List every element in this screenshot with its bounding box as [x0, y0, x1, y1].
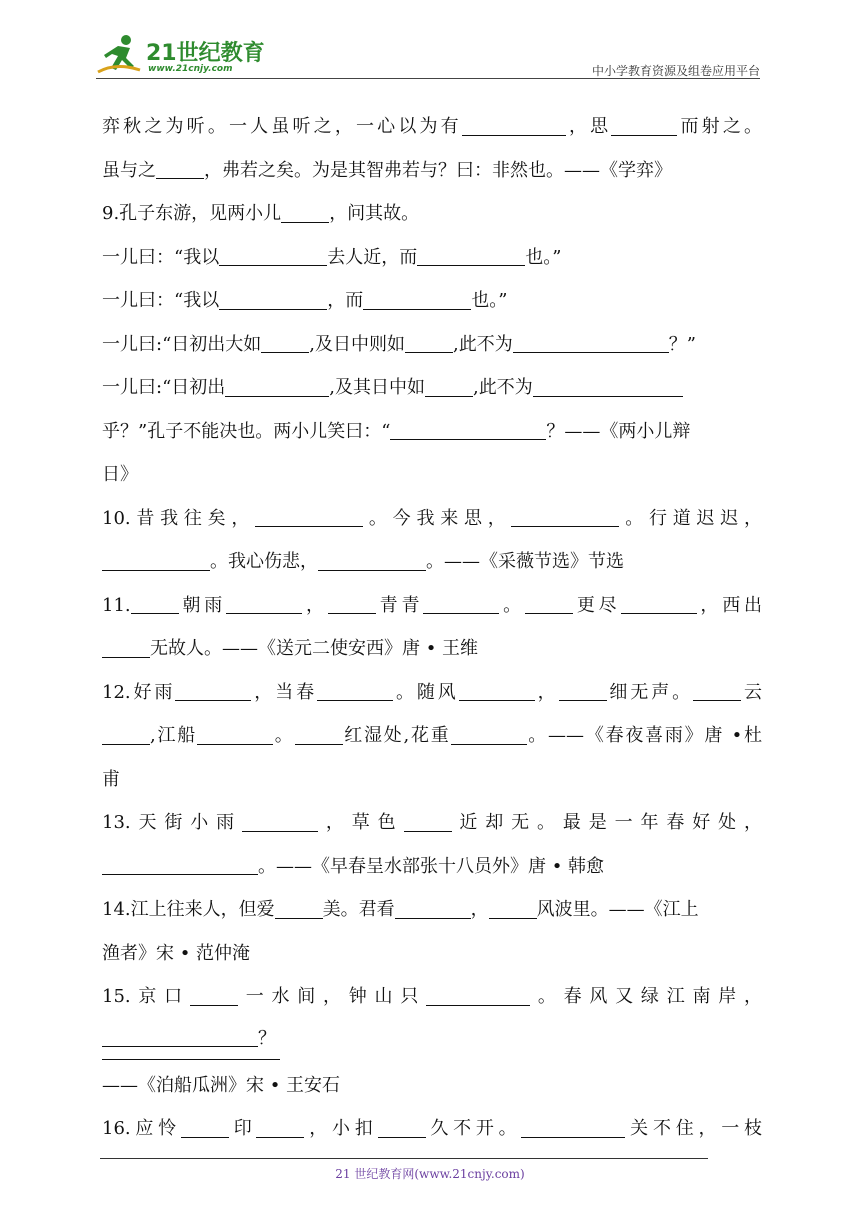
fill-in-blank[interactable] [317, 681, 393, 701]
question-12: 12.好雨 ，当春 。随风 ， 细无声。 云 [102, 681, 763, 703]
fill-in-blank[interactable] [295, 725, 343, 745]
footer-divider [100, 1158, 708, 1159]
fill-in-blank[interactable] [363, 290, 471, 310]
question-14: 14.江上往来人，但爱 美。君看 ， 风波里。——《江上 [102, 899, 699, 920]
fill-in-blank[interactable] [256, 1118, 304, 1138]
fill-in-blank[interactable] [521, 1118, 625, 1138]
fill-in-blank[interactable] [102, 638, 150, 658]
fill-in-blank[interactable] [156, 159, 204, 179]
fill-in-blank[interactable] [175, 681, 251, 701]
fill-in-blank[interactable] [197, 725, 273, 745]
fill-in-blank[interactable] [225, 377, 329, 397]
fill-in-blank[interactable] [378, 1118, 426, 1138]
text-line: 无故人。——《送元二使安西》唐 • 王维 [102, 627, 762, 671]
fill-in-blank[interactable] [131, 594, 179, 614]
logo-text: 21世纪教育 [146, 41, 265, 66]
fill-in-blank[interactable] [426, 986, 530, 1006]
fill-in-blank[interactable] [390, 420, 546, 440]
text-line: 。我心伤悲， 。——《采薇节选》节选 [102, 540, 762, 584]
fill-in-blank[interactable] [261, 333, 309, 353]
fill-in-blank[interactable] [281, 203, 329, 223]
text-line: ——《泊船瓜洲》宋 • 王安石 [102, 1074, 341, 1096]
platform-name: 中小学教育资源及组卷应用平台 [591, 64, 760, 78]
page-header [96, 26, 760, 80]
text-line: 乎？”孔子不能决也。两小儿笑曰：“ ？——《两小儿辩 [102, 420, 691, 442]
fill-in-blank[interactable] [533, 377, 683, 397]
text-line: 日》 [102, 464, 138, 485]
logo-url: www.21cnjy.com [148, 64, 233, 74]
text-line: 一儿曰:“日初出大如 ,及日中则如 ,此不为 ？” [102, 333, 696, 355]
fill-in-blank[interactable] [525, 594, 573, 614]
question-15: 15.京口 一水间，钟山只 。春风又绿江南岸， [102, 986, 763, 1007]
text-line: 一儿曰:“日初出 ,及其日中如 ,此不为 [102, 366, 762, 410]
fill-in-blank[interactable] [425, 377, 473, 397]
fill-in-blank[interactable] [489, 899, 537, 919]
text-line: 一儿曰：“我以 去人近，而 也。” [102, 246, 562, 268]
fill-in-blank[interactable] [102, 725, 150, 745]
question-16: 16.应怜 印 ，小扣 久不开。 关不住，一枝 [102, 1118, 763, 1139]
fill-in-blank[interactable] [190, 986, 238, 1006]
fill-in-blank[interactable] [559, 681, 607, 701]
fill-in-blank[interactable] [621, 594, 697, 614]
fill-in-blank[interactable] [181, 1118, 229, 1138]
fill-in-blank[interactable] [611, 116, 677, 136]
fill-in-blank[interactable] [102, 551, 210, 571]
fill-in-blank[interactable] [275, 899, 323, 919]
text-line: 甫 [102, 768, 120, 790]
question-10: 10.昔我往矣， 。今我来思， 。行道迟迟， [102, 507, 763, 529]
site-logo [96, 32, 265, 76]
fill-in-blank[interactable] [328, 594, 376, 614]
fill-in-blank[interactable] [423, 594, 499, 614]
fill-in-blank[interactable] [395, 899, 471, 919]
fill-in-blank[interactable] [255, 507, 363, 527]
fill-in-blank[interactable] [404, 812, 452, 832]
fill-in-blank[interactable] [318, 551, 426, 571]
fill-in-blank[interactable] [242, 812, 318, 832]
fill-in-blank[interactable] [451, 725, 527, 745]
fill-in-blank[interactable] [219, 290, 327, 310]
fill-in-blank[interactable] [511, 507, 619, 527]
fill-in-blank[interactable] [417, 246, 525, 266]
header-divider [96, 78, 760, 79]
text-line: 。——《早春呈水部张十八员外》唐 • 韩愈 [102, 845, 762, 889]
footer-text: 21 世纪教育网(www.21cnjy.com) [335, 1167, 525, 1181]
fill-in-blank[interactable] [459, 681, 535, 701]
question-11: 11. 朝雨 ， 青青 。 更尽 ，西出 [102, 594, 763, 616]
fill-in-blank[interactable] [693, 681, 741, 701]
document-body [102, 105, 762, 1151]
text-line: 弈秋之为听。一人虽听之，一心以为有 ，思 而射之。 [102, 116, 763, 137]
text-line: ,江船 。 红湿处,花重 。——《春夜喜雨》唐 •杜 [102, 714, 762, 758]
question-9: 9.孔子东游，见两小儿 ，问其故。 [102, 203, 420, 224]
text-line: 渔者》宋 • 范仲淹 [102, 942, 251, 964]
question-13: 13.天街小雨 ，草色 近却无。最是一年春好处， [102, 812, 762, 833]
fill-in-blank[interactable] [226, 594, 302, 614]
text-line: ？ [102, 1019, 280, 1060]
fill-in-blank[interactable] [219, 246, 327, 266]
fill-in-blank[interactable] [102, 855, 258, 875]
fill-in-blank[interactable] [405, 333, 453, 353]
runner-logo-icon [96, 32, 146, 76]
fill-in-blank[interactable] [513, 333, 669, 353]
text-line: 一儿曰：“我以 ，而 也。” [102, 290, 508, 311]
fill-in-blank[interactable] [102, 1027, 258, 1047]
fill-in-blank[interactable] [462, 116, 566, 136]
text-line: 虽与之 ，弗若之矣。为是其智弗若与？曰：非然也。——《学弈》 [102, 159, 672, 181]
